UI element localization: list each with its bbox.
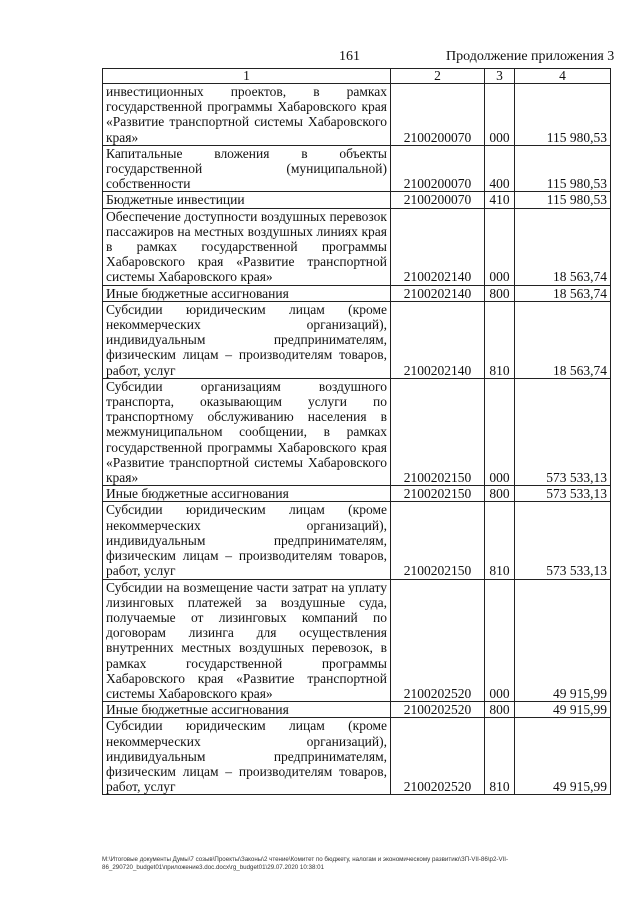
- target-code: 2100200070: [391, 192, 485, 208]
- column-header: 2: [391, 69, 485, 84]
- target-code: 2100202520: [391, 718, 485, 795]
- row-name: Субсидии юридическим лицам (кроме некоммерческих организаций), индивидуальным предпринимателям, физическим лицам – производителям товаров, работ, услуг: [103, 502, 391, 579]
- table-row: [103, 579, 611, 702]
- row-amount: 115 980,53: [515, 145, 611, 192]
- row-amount: 573 533,13: [515, 502, 611, 579]
- table-header-row: [103, 69, 611, 84]
- expense-group: 000: [485, 84, 515, 146]
- target-code: 2100202150: [391, 486, 485, 502]
- row-amount: 115 980,53: [515, 192, 611, 208]
- expense-group: 000: [485, 208, 515, 285]
- expense-group: 000: [485, 378, 515, 485]
- row-name: Бюджетные инвестиции: [103, 192, 391, 208]
- row-name: Иные бюджетные ассигнования: [103, 285, 391, 301]
- row-name: Капитальные вложения в объекты государственной (муниципальной) собственности: [103, 145, 391, 192]
- table-row: [103, 208, 611, 285]
- target-code: 2100202150: [391, 502, 485, 579]
- expense-group: 810: [485, 718, 515, 795]
- row-name: Субсидии организациям воздушного транспорта, оказывающим услуги по транспортному обслуживанию населения в межмуниципальном сообщении, в рамках государственной программы Хабаровского края «Развитие транспортной системы Хабаровского края»: [103, 378, 391, 485]
- row-amount: 573 533,13: [515, 486, 611, 502]
- row-amount: 18 563,74: [515, 285, 611, 301]
- column-header: 3: [485, 69, 515, 84]
- row-name: Субсидии на возмещение части затрат на уплату лизинговых платежей за воздушные суда, получаемые от лизинговых компаний по договорам лизинга для осуществления внутренних местных воздушных перевозок, в рамках государственной программы Хабаровского края «Развитие транспортной системы Хабаровского края»: [103, 579, 391, 702]
- column-header: 1: [103, 69, 391, 84]
- row-amount: 49 915,99: [515, 702, 611, 718]
- expense-group: 400: [485, 145, 515, 192]
- target-code: 2100202140: [391, 301, 485, 378]
- target-code: 2100202150: [391, 378, 485, 485]
- row-amount: 49 915,99: [515, 718, 611, 795]
- column-header: 4: [515, 69, 611, 84]
- expense-group: 810: [485, 502, 515, 579]
- row-name: Обеспечение доступности воздушных перевозок пассажиров на местных воздушных линиях края в рамках государственной программы Хабаровского края «Развитие транспортной системы Хабаровского края»: [103, 208, 391, 285]
- row-amount: 49 915,99: [515, 579, 611, 702]
- expense-group: 800: [485, 285, 515, 301]
- expense-group: 410: [485, 192, 515, 208]
- row-name: Иные бюджетные ассигнования: [103, 486, 391, 502]
- target-code: 2100202140: [391, 208, 485, 285]
- table-row: [103, 702, 611, 718]
- table-row: [103, 301, 611, 378]
- row-name: инвестиционных проектов, в рамках государственной программы Хабаровского края «Развитие транспортной системы Хабаровского края»: [103, 84, 391, 146]
- document-footer-path: М:\Итоговые документы Думы\7 созыв\Проекты\Законы\2 чтение\Комитет по бюджету, налогам и экономическому развитию\ЗП-VII-86\р2-VII-86_290720_budget01\приложение3.doc.docx\rg_budget01\29.07.2020 10:38:01: [102, 856, 509, 871]
- target-code: 2100202140: [391, 285, 485, 301]
- table-row: [103, 502, 611, 579]
- row-name: Иные бюджетные ассигнования: [103, 702, 391, 718]
- row-amount: 18 563,74: [515, 301, 611, 378]
- expense-group: 000: [485, 579, 515, 702]
- expense-group: 810: [485, 301, 515, 378]
- table-row: [103, 145, 611, 192]
- target-code: 2100202520: [391, 702, 485, 718]
- table-row: [103, 285, 611, 301]
- table-row: [103, 84, 611, 146]
- row-amount: 115 980,53: [515, 84, 611, 146]
- expense-group: 800: [485, 486, 515, 502]
- budget-table: [102, 68, 611, 795]
- expense-group: 800: [485, 702, 515, 718]
- continuation-label: Продолжение приложения 3: [446, 49, 615, 64]
- row-name: Субсидии юридическим лицам (кроме некоммерческих организаций), индивидуальным предпринимателям, физическим лицам – производителям товаров, работ, услуг: [103, 718, 391, 795]
- table-row: [103, 378, 611, 485]
- target-code: 2100202520: [391, 579, 485, 702]
- table-row: [103, 192, 611, 208]
- row-name: Субсидии юридическим лицам (кроме некоммерческих организаций), индивидуальным предпринимателям, физическим лицам – производителям товаров, работ, услуг: [103, 301, 391, 378]
- table-row: [103, 486, 611, 502]
- page-number: 161: [339, 49, 360, 64]
- row-amount: 18 563,74: [515, 208, 611, 285]
- target-code: 2100200070: [391, 145, 485, 192]
- row-amount: 573 533,13: [515, 378, 611, 485]
- table-row: [103, 718, 611, 795]
- target-code: 2100200070: [391, 84, 485, 146]
